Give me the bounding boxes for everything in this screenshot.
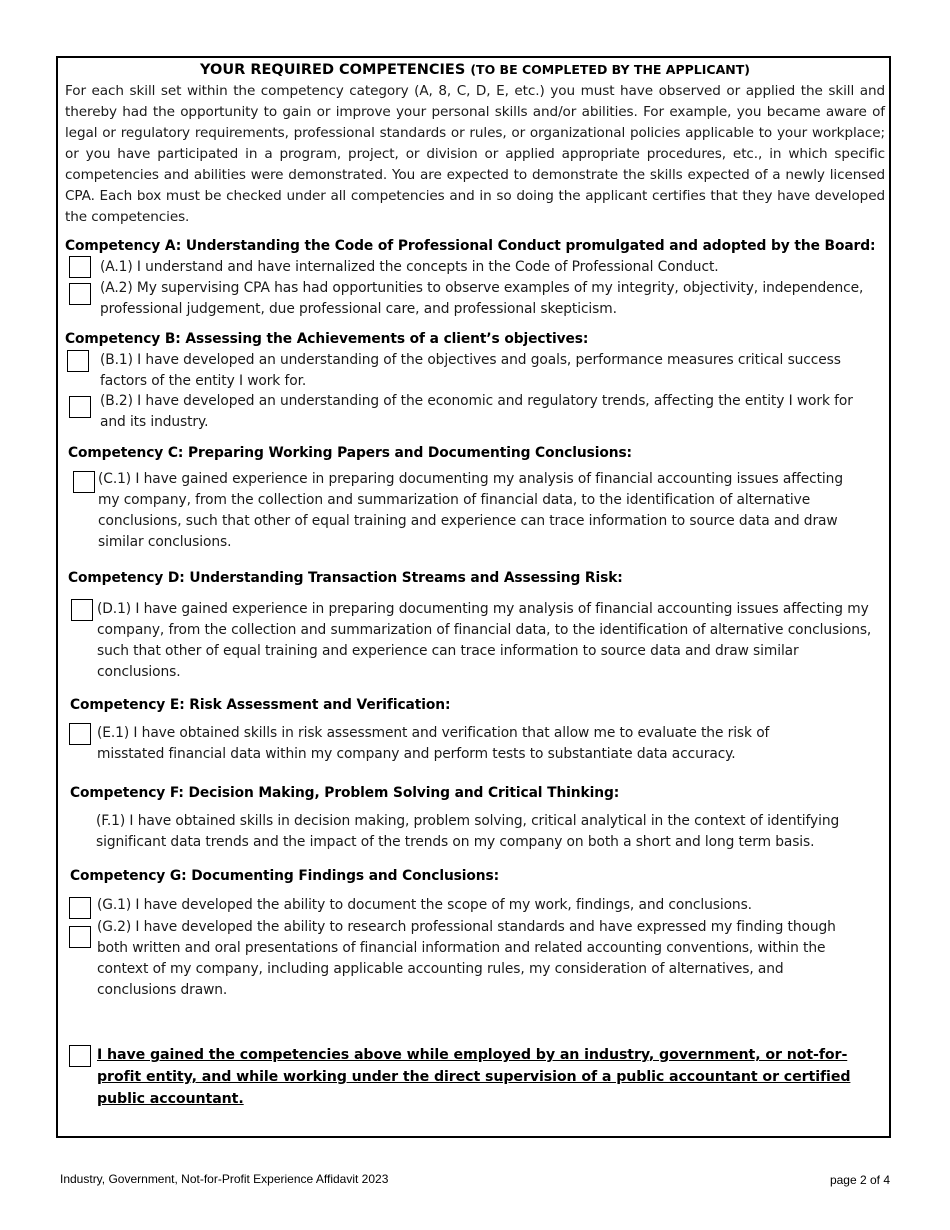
checkbox-b1[interactable] [67,350,89,372]
competency-b-heading: Competency B: Assessing the Achievements of a client’s objectives: [65,331,589,347]
checkbox-a1[interactable] [69,256,91,278]
competency-f1-text: (F.1) I have obtained skills in decision making, problem solving, critical analytical in the context of identifying significant data trends and the impact of the trends on my company on both a short and long term basis. [96,813,840,850]
checkbox-d1[interactable] [71,599,93,621]
competency-b2-text: (B.2) I have developed an understanding of the economic and regulatory trends, affecting the entity I work for and its industry. [100,393,853,430]
page-title [0,62,950,78]
footer-document-name: Industry, Government, Not-for-Profit Experience Affidavit 2023 [60,1172,389,1186]
competency-d-heading: Competency D: Understanding Transaction Streams and Assessing Risk: [68,570,623,586]
checkbox-certification[interactable] [69,1045,91,1067]
competency-c1-text: (C.1) I have gained experience in preparing documenting my analysis of financial accounting issues affecting my company, from the collection and summarization of financial data, to the identification of alternative conclusions, such that other of equal training and experience can trace information to source data and draw similar conclusions. [98,471,843,550]
title-main: YOUR REQUIRED COMPETENCIES [200,62,466,78]
checkbox-c1[interactable] [73,471,95,493]
checkbox-g2[interactable] [69,926,91,948]
certification-statement: I have gained the competencies above while employed by an industry, government, or not-for-profit entity, and while working under the direct supervision of a public accountant or certified public accountant. [97,1047,851,1107]
competency-f-heading: Competency F: Decision Making, Problem Solving and Critical Thinking: [70,785,620,801]
footer-page-number: page 2 of 4 [829,1173,890,1187]
competency-g1-text: (G.1) I have developed the ability to document the scope of my work, findings, and conclusions. [97,897,752,913]
competency-e1-text: (E.1) I have obtained skills in risk assessment and verification that allow me to evaluate the risk of misstated financial data within my company and perform tests to substantiate data accuracy. [97,725,770,762]
checkbox-e1[interactable] [69,723,91,745]
competency-a-heading: Competency A: Understanding the Code of Professional Conduct promulgated and adopted by the Board: [65,238,876,254]
competency-a1-text: (A.1) I understand and have internalized the concepts in the Code of Professional Conduct. [100,259,719,275]
checkbox-b2[interactable] [69,396,91,418]
competency-c-heading: Competency C: Preparing Working Papers and Documenting Conclusions: [68,445,632,461]
competency-a2-text: (A.2) My supervising CPA has had opportunities to observe examples of my integrity, objectivity, independence, professional judgement, due professional care, and professional skepticism. [100,280,864,317]
checkbox-a2[interactable] [69,283,91,305]
competency-e-heading: Competency E: Risk Assessment and Verification: [70,697,451,713]
title-subtitle: (TO BE COMPLETED BY THE APPLICANT) [470,62,750,77]
competency-b1-text: (B.1) I have developed an understanding of the objectives and goals, performance measures critical success factors of the entity I work for. [100,352,841,389]
intro-paragraph: For each skill set within the competency category (A, 8, C, D, E, etc.) you must have observed or applied the skill and thereby had the opportunity to gain or improve your personal skills and/or abilities. For example, you became aware of legal or regulatory requirements, professional standards or rules, or organizational policies applicable to your workplace; or you have participated in a program, project, or division or applied appropriate procedures, etc., in which specific competencies and abilities were demonstrated. You are expected to demonstrate the skills expected of a newly licensed CPA. Each box must be checked under all competencies and in so doing the applicant certifies that they have developed the competencies. [65,83,885,225]
competency-g2-text: (G.2) I have developed the ability to research professional standards and have expressed my finding though both written and oral presentations of financial information and related accounting conventions, within the context of my company, including applicable accounting rules, my consideration of alternatives, and conclusions drawn. [97,919,836,998]
competency-d1-text: (D.1) I have gained experience in preparing documenting my analysis of financial accounting issues affecting my company, from the collection and summarization of financial data, to the identification of alternative conclusions, such that other of equal training and experience can trace information to source data and draw similar conclusions. [97,601,872,680]
checkbox-g1[interactable] [69,897,91,919]
competency-g-heading: Competency G: Documenting Findings and Conclusions: [70,868,500,884]
